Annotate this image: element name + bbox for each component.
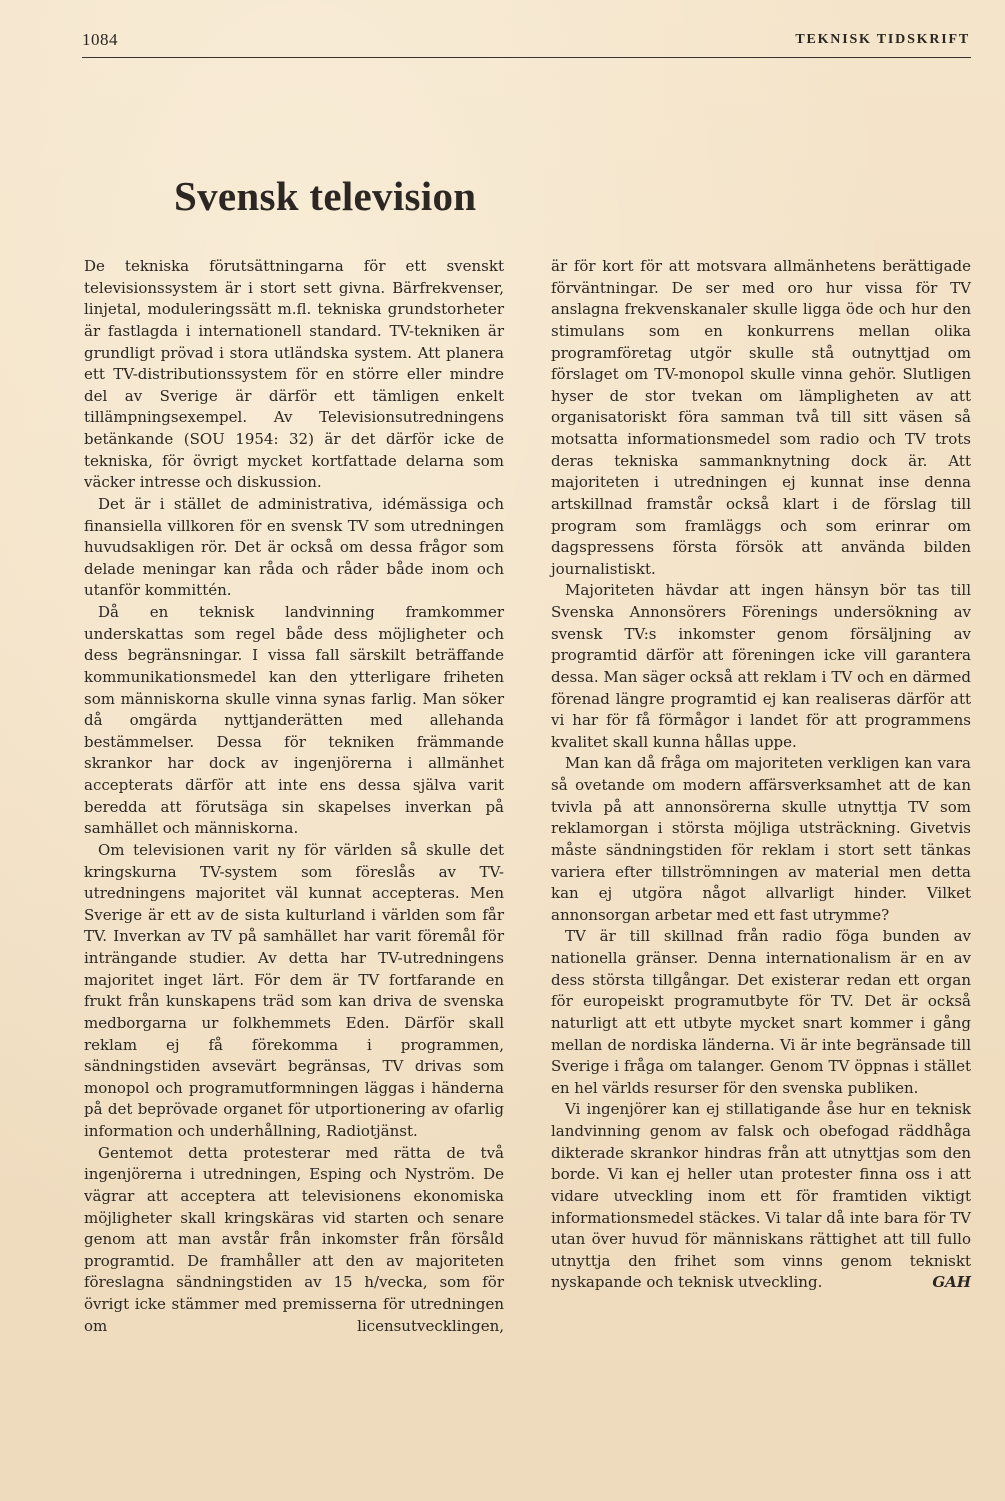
final-paragraph (551, 1099, 971, 1294)
paragraph: Om televisionen varit ny för världen så skulle det kringskurna TV-system som föreslås av TV-utredningens majoritet väl kunnat accepteras. Men Sverige är ett av de sista kulturland i världen som får TV. Inverkan av TV på samhället har varit föremål för inträngande studier. Av detta har TV-utredningens majoritet inget lärt. För dem är TV fortfarande en frukt från kunskapens träd som kan driva de svenska medborgarna ur folkhemmets Eden. Därför skall reklam ej få förekomma i programmen, sändningstiden avsevärt begränsas, TV drivas som monopol och programutformningen läggas i händerna på det beprövade organet för utportionering av ofarlig information och underhållning, Radiotjänst. (84, 840, 504, 1140)
paragraph-text: Vi ingenjörer kan ej stillatigande åse hur en teknisk landvinning genom av falsk och obefogad räddhåga dikterade skrankor hindras från att utnyttjas som den borde. Vi kan ej heller utan protester finna oss i att vidare utveckling inom ett för framtiden viktigt informationsmedel stäckes. Vi talar då inte bara för TV utan över huvud för människans rättighet att till fullo utnyttja den frihet som vinns genom tekniskt nyskapande och teknisk utveckling. (551, 1100, 971, 1292)
paragraph: De tekniska förutsättningarna för ett svenskt televisionssystem är i stort sett givna. Bärfrekvenser, linjetal, moduleringssätt m.fl. tekniska grundstorheter är fastlagda i internationell standard. TV-tekniken är grundligt prövad i stora utländska system. Att planera ett TV-distributionssystem för en större eller mindre del av Sverige är därför ett tämligen enkelt tillämpningsexempel. Av Televisionsutredningens betänkande (SOU 1954: 32) är det därför icke de tekniska, för övrigt mycket kortfattade delarna som väcker intresse och diskussion. (84, 257, 504, 492)
paragraph: Majoriteten hävdar att ingen hänsyn bör tas till Svenska Annonsörers Förenings undersökning av svensk TV:s inkomster genom försäljning av programtid därför att föreningen icke vill garantera dessa. Man säger också att reklam i TV och en därmed förenad längre programtid ej kan realiseras därför att vi har för få förmågor i landet för att programmens kvalitet skall kunna hållas uppe. (551, 581, 971, 751)
paragraph: Man kan då fråga om majoriteten verkligen kan vara så ovetande om modern affärsverksamhet att de kan tvivla på att annonsörerna skulle utnyttja TV som reklamorgan i största möjliga utsträckning. Givetvis måste sändningstiden för reklam i stort sett tänkas variera efter tillströmningen av material men detta kan ej utgöra något allvarligt hinder. Vilket annonsorgan arbetar med ett fast utrymme? (551, 754, 971, 924)
paragraph: TV är till skillnad från radio föga bunden av nationella gränser. Denna internationalism är en av dess största tillgångar. Det existerar redan ett organ för europeiskt programutbyte för TV. Det är också naturligt att ett utbyte mycket snart kommer i gång mellan de nordiska länderna. Vi är inte begränsade till Sverige i fråga om talanger. Genom TV öppnas i stället en hel världs resurser för den svenska publiken. (551, 927, 971, 1097)
right-column (551, 256, 971, 1294)
author-signature: GAH (932, 1273, 971, 1292)
journal-name: TEKNISK TIDSKRIFT (795, 32, 970, 47)
page-number: 1084 (82, 30, 118, 49)
paragraph: Det är i stället de administrativa, idémässiga och finansiella villkoren för en svensk TV som utredningen huvudsakligen rör. Det är också om dessa frågor som delade meningar kan råda och råder både inom och utanför kommittén. (84, 494, 504, 600)
paragraph: Gentemot detta protesterar med rätta de två ingenjörerna i utredningen, Esping och Nyström. De vägrar att acceptera att televisionens ekonomiska möjligheter skall kringskäras vid starten och senare genom att man avstår från inkomster från försåld programtid. De framhåller att den av majoriteten föreslagna sändningstiden av 15 h/vecka, som för övrigt icke stämmer med premisserna för utredningen om licensutvecklingen, (84, 1143, 504, 1335)
paragraph: är för kort för att motsvara allmänhetens berättigade förväntningar. De ser med oro hur vissa för TV anslagna frekvenskanaler skulle ligga öde och hur den stimulans som en konkurrens mellan olika programföretag utgör skulle stå outnyttjad om förslaget om TV-monopol skulle vinna gehör. Slutligen hyser de stor tvekan om lämpligheten av att organisatoriskt föra samman två till sitt väsen så motsatta informationsmedel som radio och TV trots deras tekniska sammanknytning dock är. Att majoriteten i utredningen ej kunnat inse denna artskillnad framstår också klart i de förslag till program som framläggs och som erinrar om dagspressens första försök att använda bilden journalistiskt. (551, 257, 971, 578)
article-title: Svensk television (174, 173, 477, 219)
paragraph: Då en teknisk landvinning framkommer underskattas som regel både dess möjligheter och dess begränsningar. I vissa fall särskilt beträffande kommunikationsmedel kan den ytterligare friheten som människorna skulle vinna synas farlig. Man söker då omgärda nyttjanderätten med allehanda bestämmelser. Dessa för tekniken främmande skrankor har dock av ingenjörerna i allmänhet accepterats därför att inte ens dessa själva varit beredda att förutsäga sin skapelses inverkan på samhället och människorna. (84, 603, 504, 838)
running-header (82, 30, 970, 58)
header-rule (82, 57, 971, 58)
left-column (84, 256, 504, 1337)
